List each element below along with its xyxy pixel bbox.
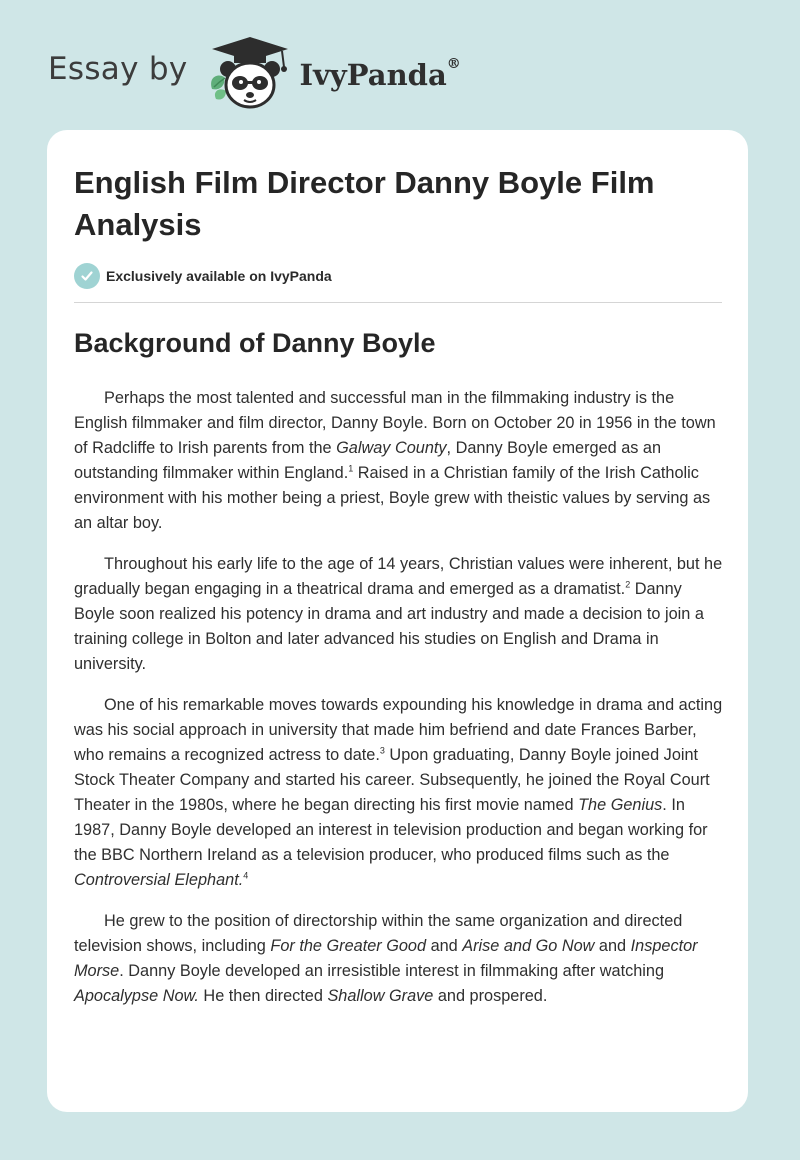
exclusive-badge: [74, 263, 332, 289]
site-header: [48, 28, 461, 118]
italic-text: Apocalypse Now.: [74, 987, 199, 1005]
paragraph-4: [74, 909, 726, 1009]
check-icon: [74, 263, 100, 289]
text-run: Perhaps the most talented and successful man in the filmmaking industry is the English filmmaker and film director, Danny Boyle. Born on October 20 in 1956 in the town of Radcliffe to Irish parents from the: [74, 389, 716, 457]
italic-text: Arise and Go Now: [462, 937, 595, 955]
text-run: and prospered.: [433, 987, 548, 1005]
text-run: , Danny Boyle emerged as an outstanding filmmaker within England.: [74, 439, 662, 482]
italic-text: Inspector Morse: [74, 937, 698, 980]
text-run: Upon graduating, Danny Boyle joined Joint Stock Theater Company and started his career. Subsequently, he joined the Royal Court Theater in the 1980s, where he began directing his first movie named: [74, 746, 710, 814]
panda-graduation-cap-icon[interactable]: [204, 33, 296, 113]
italic-text: The Genius: [578, 796, 663, 814]
text-run: He grew to the position of directorship within the same organization and directed television shows, including: [74, 912, 683, 955]
text-run: One of his remarkable moves towards expounding his knowledge in drama and acting was his social approach in university that made him befriend and date Frances Barber, who remains a recognized actress to date.: [74, 696, 723, 764]
paragraph-3: [74, 693, 726, 893]
divider: [74, 302, 722, 303]
text-run: and: [426, 937, 463, 955]
text-run: Raised in a Christian family of the Irish Catholic environment with his mother being a priest, Boyle grew with theistic values by serving as an altar boy.: [74, 464, 711, 532]
page-title: English Film Director Danny Boyle Film Analysis: [74, 165, 655, 242]
paragraph-2: [74, 552, 726, 677]
essay-by-label: Essay by: [48, 51, 188, 87]
footnote-ref-2[interactable]: 2: [625, 579, 631, 590]
exclusive-badge-label: Exclusively available on IvyPanda: [106, 268, 332, 284]
italic-text: Controversial Elephant.: [74, 871, 244, 889]
paragraph-1: [74, 386, 726, 536]
text-run: He then directed: [198, 987, 328, 1005]
footnote-ref-4[interactable]: 4: [243, 870, 249, 881]
text-run: Throughout his early life to the age of 14 years, Christian values were inherent, but he gradually began engaging in a theatrical drama and emerged as a dramatist.: [74, 555, 723, 598]
italic-text: For the Greater Good: [270, 937, 427, 955]
text-run: . Danny Boyle developed an irresistible interest in filmmaking after watching: [119, 962, 665, 980]
text-run: and: [594, 937, 631, 955]
text-run: Danny Boyle soon realized his potency in drama and art industry and made a decision to join a training college in Bolton and later advanced his studies on English and Drama in university.: [74, 580, 704, 673]
section-heading: Background of Danny Boyle: [74, 328, 436, 358]
footnote-ref-1[interactable]: 1: [348, 463, 354, 474]
footnote-ref-3[interactable]: 3: [379, 745, 385, 756]
text-run: . In 1987, Danny Boyle developed an interest in television production and began working for the BBC Northern Ireland as a television producer, who produced films such as the: [74, 796, 708, 864]
registered-mark: ®: [446, 56, 461, 72]
essay-card: [47, 130, 748, 1112]
italic-text: Shallow Grave: [327, 987, 434, 1005]
italic-text: Galway County: [336, 439, 447, 457]
brand-name[interactable]: [300, 58, 461, 92]
essay-body: [74, 386, 726, 1025]
brand-text: IvyPanda: [299, 58, 447, 92]
